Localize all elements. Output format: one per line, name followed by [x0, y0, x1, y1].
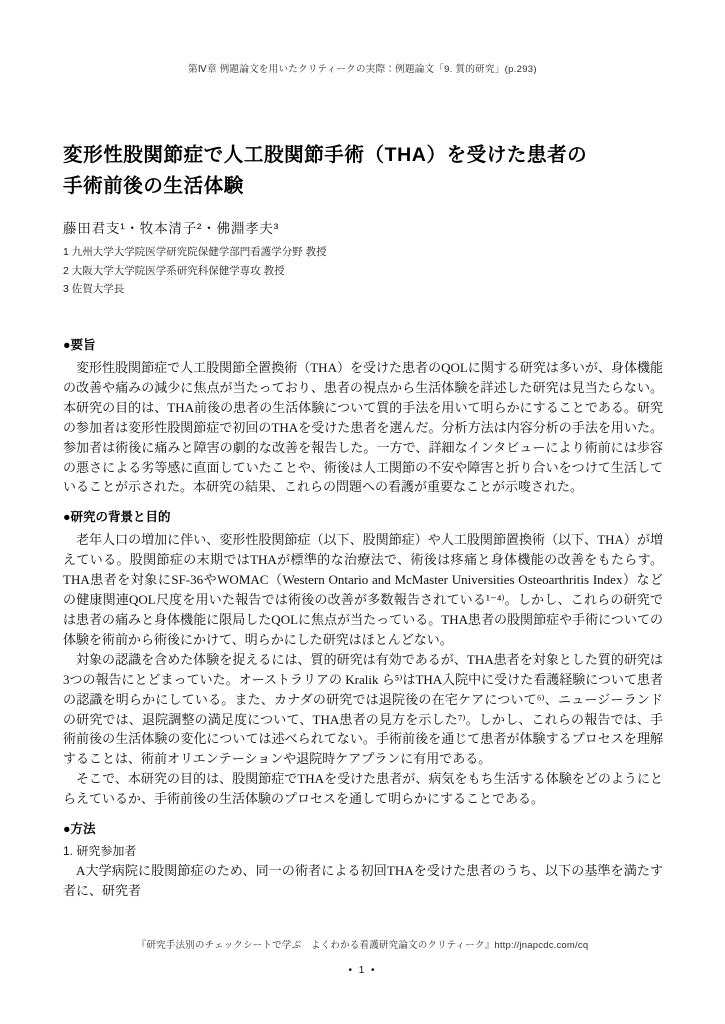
paper-title: [63, 140, 663, 202]
affiliations-list: [63, 243, 663, 299]
background-paragraph-1: 老年人口の増加に伴い、変形性股関節症（以下、股関節症）や人工股関節置換術（以下、THA）が増えている。股関節症の末期ではTHAが標準的な治療法で、術後は疼痛と身体機能の改善をもたらす。THA患者を対象にSF-36やWOMAC（Western Ontario and McMaster Universities Osteoarthritis Index）などの健康関連QOL尺度を用いた報告では術後の改善が多数報告されている¹⁻⁴⁾。しかし、これらの研究では患者の痛みと身体機能に限局したQOLに焦点が当たっている。THA患者の股関節症や手術についての体験を術前から術後にかけて、明らかにした研究はほとんどない。: [63, 532, 663, 647]
methods-subheading-participants: 1. 研究参加者: [63, 844, 137, 859]
authors-line: 藤田君支¹・牧本清子²・佛淵孝夫³: [63, 221, 280, 236]
affiliation-item-3: 3 佐賀大学長: [63, 283, 125, 296]
page-number: • 1 •: [348, 965, 377, 976]
abstract-heading: ●要旨: [63, 338, 96, 352]
background-paragraph-2: 対象の認識を含めた体験を捉えるには、質的研究は有効であるが、THA患者を対象とした質的研究は3つの報告にとどまっていた。オーストラリアの Kralik ら⁵⁾はTHA入院中に受けた看護経験について患者の認識を明らかにしている。また、カナダの研究では退院後の在宅ケアについて⁶⁾、ニュージーランドの研究では、退院調整の満足度について、THA患者の見方を示した⁷⁾。しかし、これらの報告では、手術前後の生活体験の変化については述べられてない。手術前後を通じて患者が体験するプロセスを理解することは、術前オリエンテーションや退院時ケアプランに有用である。: [63, 651, 663, 767]
methods-paragraph: A大学病院に股関節症のため、同一の術者による初回THAを受けた患者のうち、以下の基準を満たす者に、研究者: [63, 863, 663, 898]
paper-body: [63, 335, 663, 901]
methods-heading: ●方法: [63, 822, 96, 837]
section-abstract: [63, 335, 663, 497]
running-header: 第Ⅳ章 例題論文を用いたクリティークの実際：例題論文「9. 質的研究」(p.293): [188, 64, 537, 75]
section-background: [63, 507, 663, 809]
section-methods: [63, 819, 663, 901]
affiliation-item-2: 2 大阪大学大学院医学系研究科保健学専攻 教授: [63, 264, 285, 277]
background-paragraph-3: そこで、本研究の目的は、股関節症でTHAを受けた患者が、病気をもち生活する体験をどのようにとらえているか、手術前後の生活体験のプロセスを通して明らかにすることである。: [63, 771, 663, 807]
footer-book-citation: 『研究手法別のチェックシートで学ぶ よくわかる看護研究論文のクリティーク』http://jnapcdc.com/cq: [136, 940, 589, 951]
background-heading: ●研究の背景と目的: [63, 510, 171, 525]
affiliation-item-1: 1 九州大学大学院医学研究院保健学部門看護学分野 教授: [63, 246, 327, 258]
paper-title-line-1: 変形性股関節症で人工股関節手術（THA）を受けた患者の: [63, 144, 588, 166]
abstract-paragraph: 変形性股関節症で人工股関節全置換術（THA）を受けた患者のQOLに関する研究は多いが、身体機能の改善や痛みの減少に焦点が当たっており、患者の視点から生活体験を詳述した研究は見当たらない。本研究の目的は、THA前後の患者の生活体験について質的手法を用いて明らかにすることである。研究の参加者は変形性股関節症で初回のTHAを受けた患者を選んだ。分析方法は内容分析の手法を用いた。参加者は術後に痛みと障害の劇的な改善を報告した。一方で、詳細なインタビューにより術前には歩容の悪さによる劣等感に直面していたことや、術後は人工関節の不安や障害と折り合いをつけて生活していることが示された。本研究の結果、これらの問題への看護が重要なことが示唆された。: [63, 360, 663, 495]
paper-title-line-2: 手術前後の生活体験: [63, 175, 244, 197]
